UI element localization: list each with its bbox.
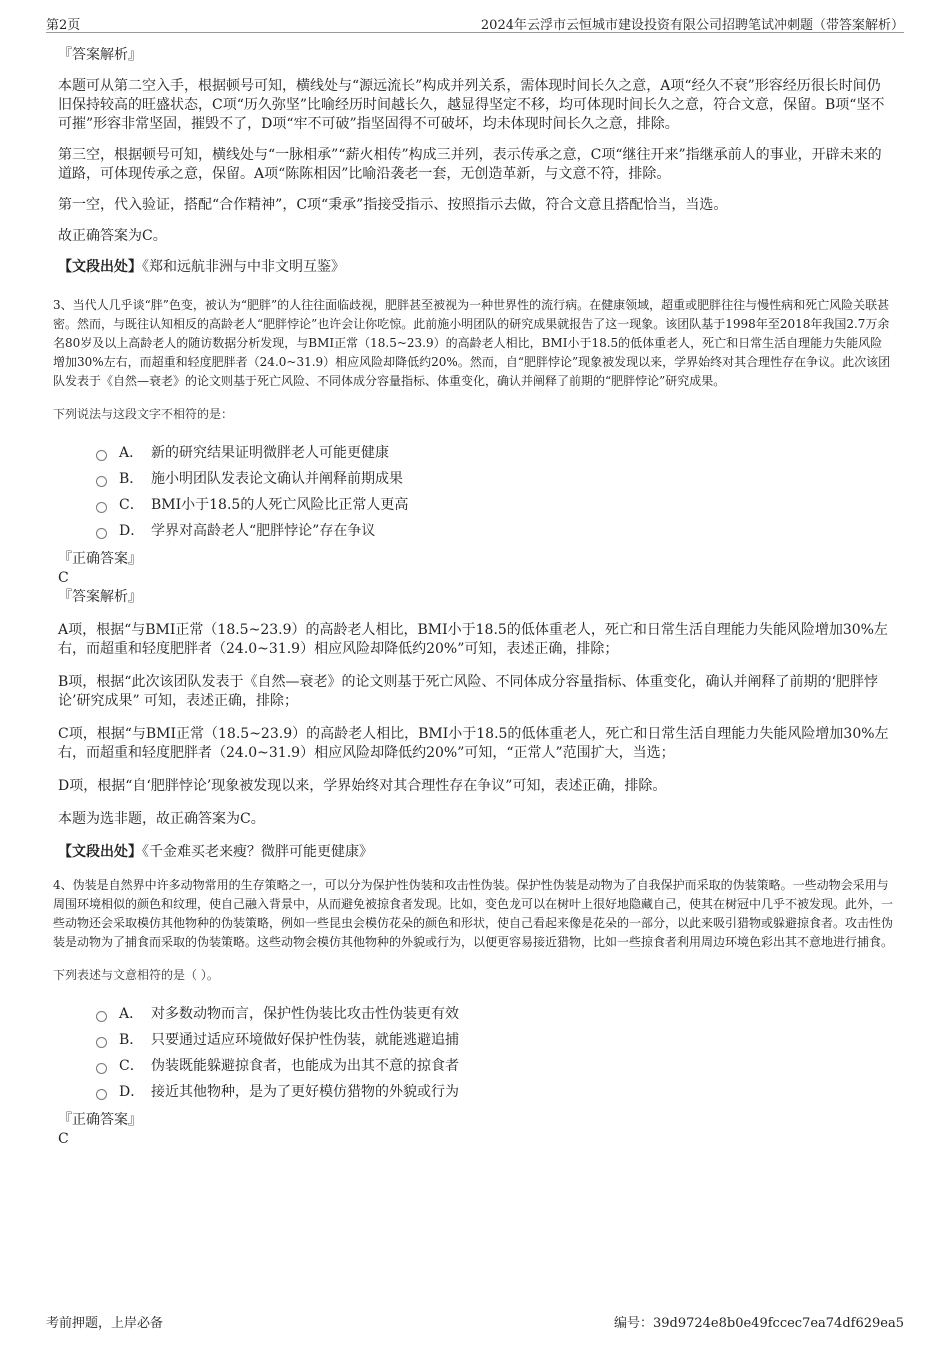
analysis-label: 『答案解析』 (58, 47, 142, 63)
radio-icon[interactable] (96, 476, 107, 487)
correct-answer: C (58, 1131, 69, 1147)
option-letter: D． (119, 522, 145, 539)
option-text: 新的研究结果证明微胖老人可能更健康 (151, 444, 389, 461)
option-c[interactable] (96, 492, 893, 518)
option-text: 伪装既能躲避掠食者，也能成为出其不意的掠食者 (151, 1057, 459, 1074)
radio-icon[interactable] (96, 450, 107, 461)
radio-icon[interactable] (96, 1011, 107, 1022)
option-letter: B． (119, 1031, 144, 1048)
page-number: 第2页 (46, 18, 81, 33)
question-3-options (96, 440, 893, 544)
option-text: 只要通过适应环境做好保护性伪装，就能逃避追捕 (151, 1031, 459, 1048)
option-text: BMI小于18.5的人死亡风险比正常人更高 (151, 496, 409, 513)
option-text: 学界对高龄老人“肥胖悖论”存在争议 (151, 522, 376, 539)
option-letter: B． (119, 470, 144, 487)
document-title: 2024年云浮市云恒城市建设投资有限公司招聘笔试冲刺题（带答案解析） (480, 18, 904, 33)
radio-icon[interactable] (96, 1089, 107, 1100)
footer-slogan: 考前押题，上岸必备 (46, 1316, 164, 1331)
question-3-text: 3、当代人几乎谈“胖”色变，被认为“肥胖”的人往往面临歧视，肥胖甚至被视为一种世界性的流行病。在健康领域，超重或肥胖往往与慢性病和死亡风险关联甚密。然而，与既往认知相反的高龄老人“肥胖悖论”也许会让你吃惊。此前施小明团队的研究成果就报告了这一现象。该团队基于1998年至2018年我国2.7万余名80岁及以上高龄老人的随访数据分析发现，与BMI正常（18.5~23.9）的高龄老人相比，BMI小于18.5的低体重老人，死亡和日常生活自理能力失能风险增加30%左右，而超重和轻度肥胖者（24.0~31.9）相应风险却降低约20%。然而，自“肥胖悖论”现象被发现以来，学界始终对其合理性存在争议。此次该团队发表于《自然—衰老》的论文则基于死亡风险、不同体成分容量指标、体重变化，确认并阐释了前期的“肥胖悖论”研究成果。 (53, 298, 891, 388)
option-letter: C． (119, 496, 144, 513)
analysis-paragraph: C项，根据“与BMI正常（18.5~23.9）的高龄老人相比，BMI小于18.5的低体重老人，死亡和日常生活自理能力失能风险增加30%左右，而超重和轻度肥胖者（24.0~31.9）相应风险却降低约20%”可知，“正常人”范围扩大，当选； (58, 726, 889, 761)
option-text: 接近其他物种，是为了更好模仿猎物的外貌或行为 (151, 1083, 459, 1100)
question-3-prompt: 下列说法与这段文字不相符的是： (53, 407, 234, 421)
correct-answer-label: 『正确答案』 (58, 1112, 142, 1128)
page-content (53, 46, 894, 1149)
question-4-text: 4、伪装是自然界中许多动物常用的生存策略之一，可以分为保护性伪装和攻击性伪装。保护性伪装是动物为了自我保护而采取的伪装策略。一些动物会采用与周围环境相似的颜色和纹理，使自己融入背景中，从而避免被掠食者发现。比如，变色龙可以在树叶上很好地隐藏自己，使其在树冠中几乎不被发现。此外，一些动物还会采取模仿其他物种的伪装策略，例如一些昆虫会模仿花朵的颜色和形状，使自己看起来像是花朵的一部分，以此来吸引猎物或躲避掠食者。攻击性伪装是动物为了捕食而采取的伪装策略。这些动物会模仿其他物种的外貌或行为，以便更容易接近猎物，比如一些掠食者利用周边环境色彩出其不意地进行捕食。 (53, 878, 894, 949)
analysis-paragraph: 第一空，代入验证，搭配“合作精神”，C项“秉承”指接受指示、按照指示去做，符合文意且搭配恰当，当选。 (58, 197, 728, 213)
question-4-options (96, 1001, 893, 1105)
option-text: 施小明团队发表论文确认并阐释前期成果 (151, 470, 403, 487)
analysis-conclusion: 本题为选非题，故正确答案为C。 (58, 811, 265, 827)
option-a[interactable] (96, 440, 893, 466)
option-a[interactable] (96, 1001, 893, 1027)
analysis-paragraph: A项，根据“与BMI正常（18.5~23.9）的高龄老人相比，BMI小于18.5的低体重老人，死亡和日常生活自理能力失能风险增加30%左右，而超重和轻度肥胖者（24.0~31.9）相应风险却降低约20%”可知，表述正确，排除； (58, 622, 888, 657)
analysis-paragraph: D项，根据“自‘肥胖悖论’现象被发现以来，学界始终对其合理性存在争议”可知，表述正确，排除。 (58, 778, 667, 794)
correct-answer: C (58, 570, 69, 586)
analysis-paragraph: B项，根据“此次该团队发表于《自然—衰老》的论文则基于死亡风险、不同体成分容量指标、体重变化，确认并阐释了前期的‘肥胖悖论’研究成果” 可知，表述正确，排除； (58, 674, 878, 709)
option-d[interactable] (96, 1079, 893, 1105)
option-b[interactable] (96, 466, 893, 492)
option-d[interactable] (96, 518, 893, 544)
source-label: 【文段出处】 (58, 844, 142, 860)
radio-icon[interactable] (96, 502, 107, 513)
radio-icon[interactable] (96, 1063, 107, 1074)
source-title: 《千金难买老来瘦？微胖可能更健康》 (142, 844, 373, 860)
option-letter: C． (119, 1057, 144, 1074)
option-c[interactable] (96, 1053, 893, 1079)
analysis-label: 『答案解析』 (58, 589, 142, 605)
option-letter: A． (119, 444, 144, 461)
correct-answer-label: 『正确答案』 (58, 551, 142, 567)
source-label: 【文段出处】 (58, 259, 142, 275)
source-line (58, 258, 893, 277)
radio-icon[interactable] (96, 1037, 107, 1048)
analysis-paragraph: 本题可从第二空入手，根据顿号可知，横线处与“源远流长”构成并列关系，需体现时间长久之意，A项“经久不衰”形容经历很长时间仍旧保持较高的旺盛状态，C项“历久弥坚”比喻经历时间越长久，越显得坚定不移，均可体现时间长久之意，符合文意，保留。B项“坚不可摧”形容非常坚固，摧毁不了，D项“牢不可破”指坚固得不可破坏，均未体现时间长久之意，排除。 (58, 78, 885, 132)
document-code: 编号：39d9724e8b0e49fccec7ea74df629ea5 (613, 1316, 904, 1331)
source-line (58, 843, 893, 862)
analysis-conclusion: 故正确答案为C。 (58, 228, 167, 244)
source-title: 《郑和远航非洲与中非文明互鉴》 (142, 259, 345, 275)
analysis-paragraph: 第三空，根据顿号可知，横线处与“一脉相承”“薪火相传”构成三并列，表示传承之意，C项“继往开来”指继承前人的事业，开辟未来的道路，可体现传承之意，保留。A项“陈陈相因”比喻沿袭老一套，无创造革新，与文意不符，排除。 (58, 147, 882, 182)
page-header (46, 12, 904, 33)
radio-icon[interactable] (96, 528, 107, 539)
option-b[interactable] (96, 1027, 893, 1053)
option-text: 对多数动物而言，保护性伪装比攻击性伪装更有效 (151, 1005, 459, 1022)
question-4-prompt: 下列表述与文意相符的是（ ）。 (53, 968, 219, 982)
option-letter: D． (119, 1083, 145, 1100)
option-letter: A． (119, 1005, 144, 1022)
